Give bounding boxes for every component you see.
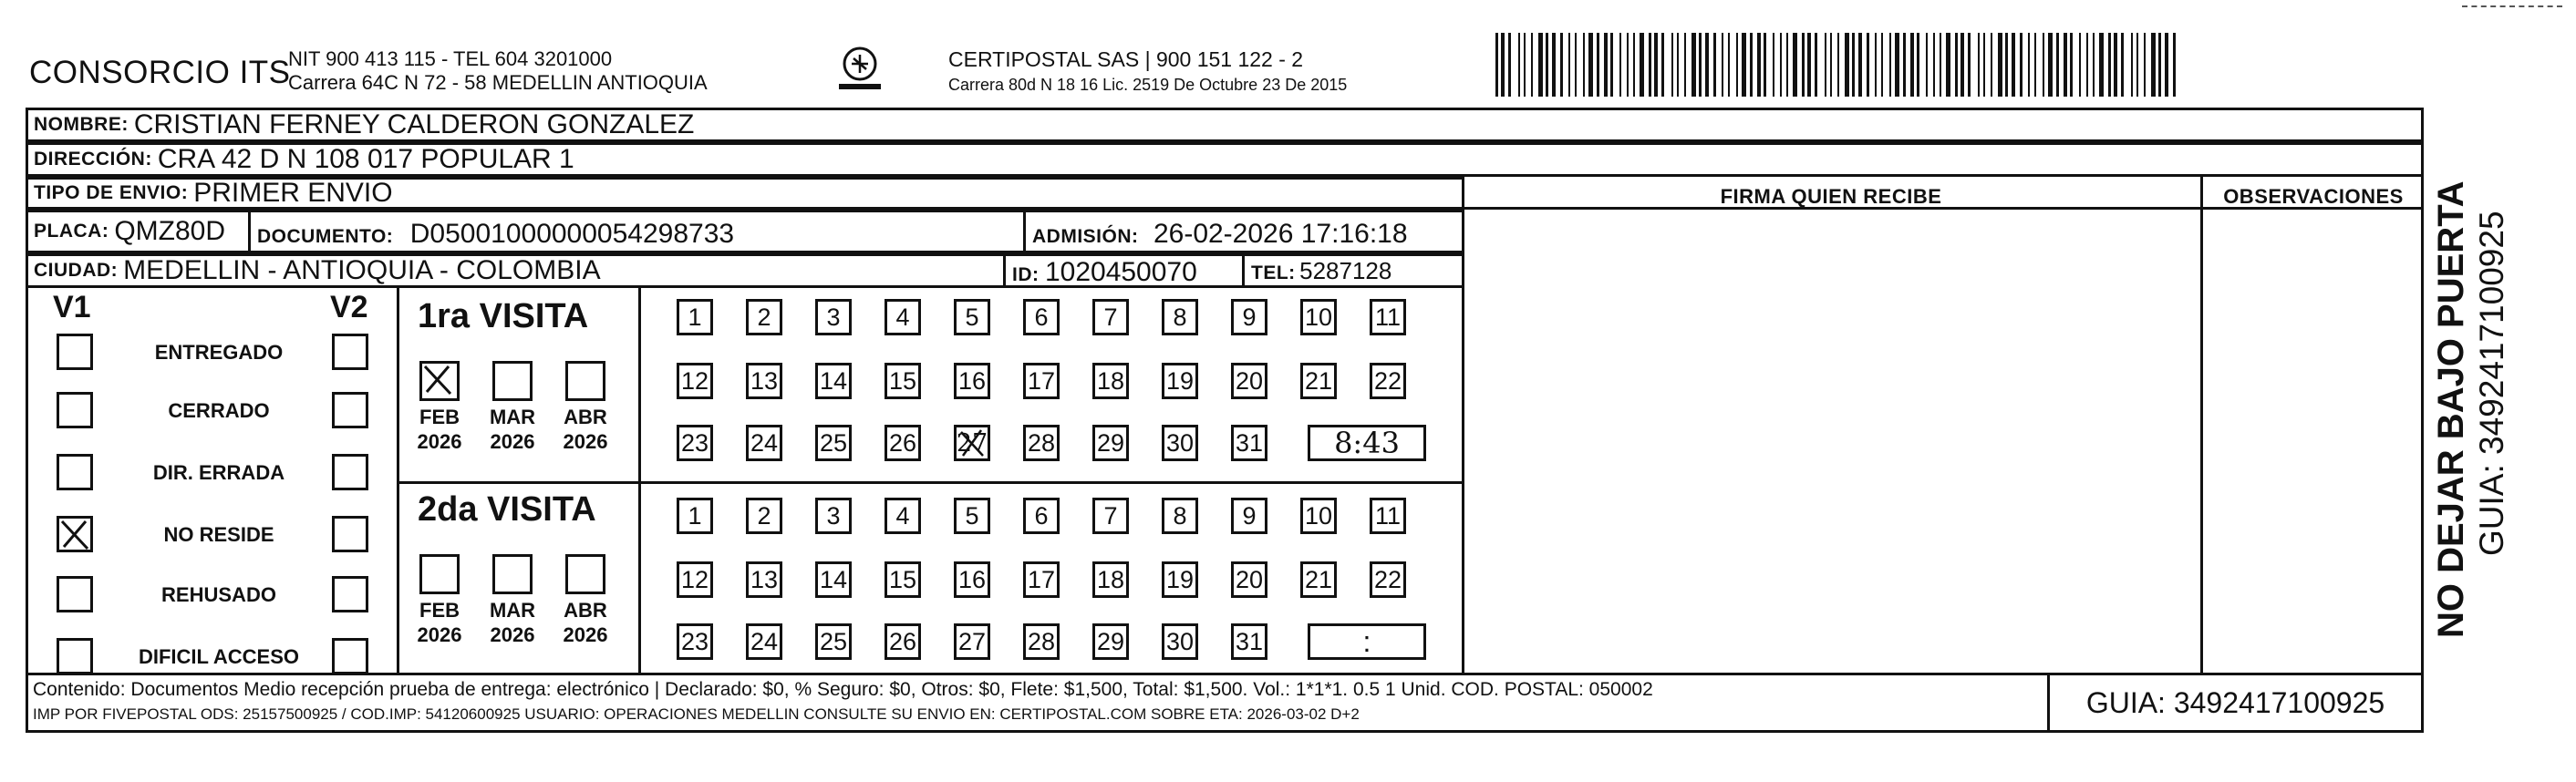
day-box[interactable]: 11 [1370, 299, 1406, 335]
day-box[interactable]: 21 [1300, 561, 1337, 598]
day-box[interactable]: 25 [815, 425, 852, 461]
nombre-value: CRISTIAN FERNEY CALDERON GONZALEZ [133, 109, 695, 139]
admision-value: 26-02-2026 17:16:18 [1153, 219, 1408, 249]
day-box[interactable]: 18 [1092, 363, 1129, 399]
ciudad-value: MEDELLIN - ANTIOQUIA - COLOMBIA [123, 255, 601, 285]
tel-label: TEL: [1251, 262, 1296, 283]
company-name: CONSORCIO ITS [29, 55, 291, 90]
cut-line [2462, 5, 2562, 7]
observaciones-header: OBSERVACIONES [2223, 185, 2404, 208]
day-box[interactable]: 30 [1162, 623, 1198, 660]
day-box[interactable]: 17 [1023, 561, 1060, 598]
day-box[interactable]: 12 [677, 363, 713, 399]
day-box[interactable]: 31 [1231, 425, 1267, 461]
day-box[interactable]: 6 [1023, 498, 1060, 534]
v1-checkbox[interactable] [57, 516, 93, 552]
day-box[interactable]: 29 [1092, 623, 1129, 660]
day-box[interactable]: 7 [1092, 299, 1129, 335]
barcode [1495, 33, 2179, 97]
v2-checkbox[interactable] [332, 454, 368, 490]
day-box[interactable]: 26 [885, 425, 921, 461]
day-box[interactable]: 1 [677, 498, 713, 534]
month-checkbox[interactable] [419, 361, 460, 401]
status-label: ENTREGADO [154, 341, 284, 364]
admision-label: ADMISIÓN: [1032, 226, 1139, 247]
firma-header: FIRMA QUIEN RECIBE [1720, 185, 1942, 208]
v2-checkbox[interactable] [332, 516, 368, 552]
day-box[interactable]: 17 [1023, 363, 1060, 399]
contenido-line: Contenido: Documentos Medio recepción prueba de entrega: electrónico | Declarado: $0, % Seguro: $0, Otros: $0, Flete: $1,500, Total: $1,500. Vol.: 1*1*1. 0.5 1 Unid. COD. POSTAL: 050002 [33, 679, 1653, 700]
v2-checkbox[interactable] [332, 576, 368, 612]
day-box[interactable]: 28 [1023, 425, 1060, 461]
tipo-value: PRIMER ENVIO [193, 178, 393, 208]
status-label: DIFICIL ACCESO [138, 645, 299, 668]
day-box[interactable]: 19 [1162, 561, 1198, 598]
time-box[interactable]: 8:43 [1308, 425, 1426, 461]
day-box[interactable]: 20 [1231, 561, 1267, 598]
status-label: REHUSADO [161, 583, 276, 606]
nombre-row [26, 108, 2424, 142]
month-checkbox[interactable] [492, 554, 533, 594]
day-box[interactable]: 23 [677, 623, 713, 660]
day-box[interactable]: 4 [885, 498, 921, 534]
day-box[interactable]: 19 [1162, 363, 1198, 399]
day-box[interactable]: 7 [1092, 498, 1129, 534]
day-box[interactable]: 15 [885, 561, 921, 598]
day-box[interactable]: 8 [1162, 299, 1198, 335]
v1-header: V1 [53, 290, 91, 324]
divider [1242, 253, 1245, 288]
month-checkbox[interactable] [565, 554, 605, 594]
v1-checkbox[interactable] [57, 454, 93, 490]
v1-checkbox[interactable] [57, 334, 93, 370]
side-guia-text: GUIA: 3492417100925 [2473, 211, 2510, 556]
divider [1003, 253, 1006, 288]
day-box[interactable]: 2 [746, 498, 782, 534]
v2-header: V2 [330, 290, 368, 324]
month-label: FEB 2026 [417, 406, 462, 453]
direccion-row [26, 142, 2424, 177]
time-box[interactable]: : [1308, 623, 1426, 660]
carrier-address: Carrera 80d N 18 16 Lic. 2519 De Octubre 23 De 2015 [948, 76, 1348, 94]
day-box[interactable] [954, 425, 990, 461]
ciudad-label: CIUDAD: [34, 260, 119, 281]
id-label: ID: [1012, 264, 1040, 285]
visit2-title: 2da VISITA [418, 490, 596, 529]
month-label: MAR 2026 [489, 599, 536, 646]
tipo-row [26, 177, 1464, 210]
placa-value: QMZ80D [114, 216, 226, 246]
month-label: FEB 2026 [417, 599, 462, 646]
tel-value: 5287128 [1299, 257, 1392, 284]
day-box[interactable]: 3 [815, 498, 852, 534]
month-checkbox[interactable] [492, 361, 533, 401]
day-box[interactable]: 18 [1092, 561, 1129, 598]
imp-line: IMP POR FIVEPOSTAL ODS: 25157500925 / COD.IMP: 54120600925 USUARIO: OPERACIONES MEDELLIN CONSULTE SU ENVIO EN: CERTIPOSTAL.COM SOBRE ETA: 2026-03-02 D+2 [33, 705, 1360, 723]
day-box[interactable]: 15 [885, 363, 921, 399]
nombre-label: NOMBRE: [34, 114, 129, 135]
month-label: MAR 2026 [489, 406, 536, 453]
direccion-value: CRA 42 D N 108 017 POPULAR 1 [157, 144, 574, 174]
day-box[interactable]: 27 [954, 623, 990, 660]
placa-label: PLACA: [34, 221, 109, 242]
v2-checkbox[interactable] [332, 334, 368, 370]
day-box[interactable]: 29 [1092, 425, 1129, 461]
nit-line: NIT 900 413 115 - TEL 604 3201000 [288, 47, 613, 70]
day-number: 27 [956, 428, 988, 458]
carrier-name: CERTIPOSTAL SAS | 900 151 122 - 2 [948, 47, 1304, 71]
status-label: CERRADO [168, 399, 270, 422]
visit-divider [397, 481, 1462, 484]
day-box[interactable]: 21 [1300, 363, 1337, 399]
day-box[interactable]: 13 [746, 561, 782, 598]
v1-checkbox[interactable] [57, 576, 93, 612]
day-box[interactable]: 30 [1162, 425, 1198, 461]
v2-checkbox[interactable] [332, 638, 368, 674]
month-label: ABR 2026 [563, 406, 608, 453]
divider [248, 210, 251, 253]
day-box[interactable]: 3 [815, 299, 852, 335]
day-box[interactable]: 10 [1300, 498, 1337, 534]
obs-column-border [2200, 177, 2203, 673]
day-box[interactable]: 24 [746, 425, 782, 461]
guia-box-text: GUIA: 3492417100925 [2085, 685, 2385, 719]
v2-checkbox[interactable] [332, 392, 368, 428]
day-box[interactable]: 16 [954, 561, 990, 598]
day-box[interactable]: 5 [954, 498, 990, 534]
no-dejar-text: NO DEJAR BAJO PUERTA [2431, 180, 2471, 638]
firma-column-border [1462, 177, 1464, 673]
visit1-title: 1ra VISITA [418, 297, 589, 335]
month-label: ABR 2026 [563, 599, 608, 646]
day-box[interactable]: 2 [746, 299, 782, 335]
id-value: 1020450070 [1044, 257, 1197, 287]
documento-value: D05001000000054298733 [409, 219, 735, 249]
day-box[interactable]: 22 [1370, 363, 1406, 399]
day-box[interactable]: 8 [1162, 498, 1198, 534]
day-box[interactable]: 5 [954, 299, 990, 335]
day-box[interactable]: 22 [1370, 561, 1406, 598]
day-box[interactable]: 24 [746, 623, 782, 660]
day-box[interactable]: 12 [677, 561, 713, 598]
day-box[interactable]: 13 [746, 363, 782, 399]
v1-checkbox[interactable] [57, 638, 93, 674]
month-checkbox[interactable] [565, 361, 605, 401]
day-box[interactable]: 14 [815, 561, 852, 598]
day-box[interactable]: 25 [815, 623, 852, 660]
day-box[interactable]: 9 [1231, 299, 1267, 335]
day-box[interactable]: 31 [1231, 623, 1267, 660]
guia-box [2047, 673, 2424, 733]
day-box[interactable]: 4 [885, 299, 921, 335]
day-box[interactable]: 28 [1023, 623, 1060, 660]
divider [1023, 210, 1026, 253]
day-box[interactable]: 10 [1300, 299, 1337, 335]
status-visit-divider [397, 288, 399, 673]
direccion-label: DIRECCIÓN: [34, 149, 152, 170]
day-box[interactable]: 16 [954, 363, 990, 399]
day-box[interactable]: 20 [1231, 363, 1267, 399]
status-label: NO RESIDE [163, 523, 274, 546]
tipo-label: TIPO DE ENVIO: [34, 182, 189, 203]
day-box[interactable]: 23 [677, 425, 713, 461]
company-address: Carrera 64C N 72 - 58 MEDELLIN ANTIOQUIA [288, 71, 708, 94]
certipostal-logo [832, 42, 888, 98]
ciudad-row [26, 253, 1464, 288]
day-box[interactable]: 14 [815, 363, 852, 399]
v1-checkbox[interactable] [57, 392, 93, 428]
day-box[interactable]: 26 [885, 623, 921, 660]
day-box[interactable]: 9 [1231, 498, 1267, 534]
day-box[interactable]: 11 [1370, 498, 1406, 534]
status-label: DIR. ERRADA [152, 461, 285, 484]
month-checkbox[interactable] [419, 554, 460, 594]
month-day-divider [638, 288, 641, 673]
day-box[interactable]: 1 [677, 299, 713, 335]
documento-label: DOCUMENTO: [257, 226, 394, 247]
day-box[interactable]: 6 [1023, 299, 1060, 335]
